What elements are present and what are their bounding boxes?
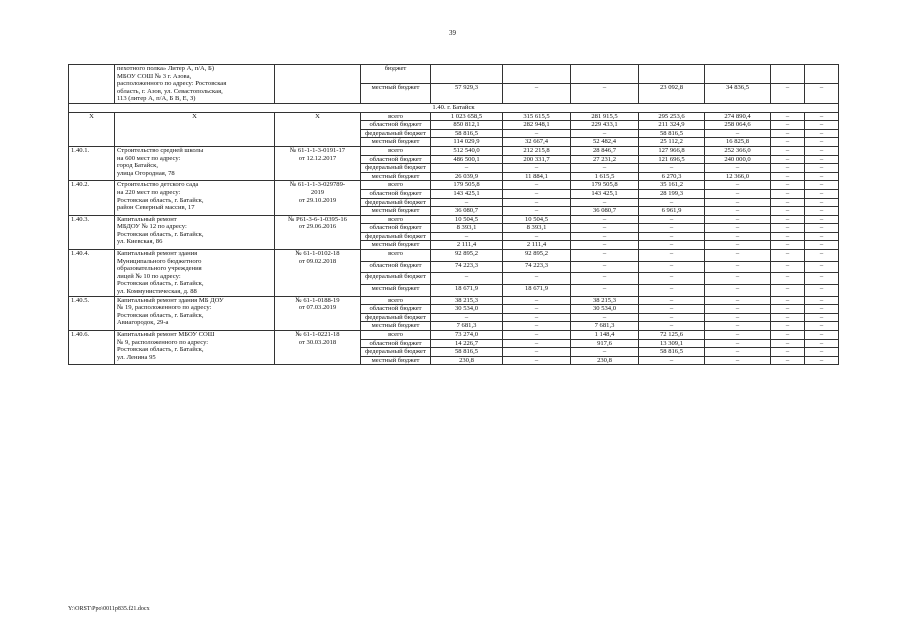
- table-row: [69, 250, 839, 262]
- value-cell: 6 961,9: [639, 207, 705, 216]
- value-cell: 179 505,8: [431, 181, 503, 190]
- value-cell: –: [805, 322, 839, 331]
- value-cell: –: [805, 356, 839, 365]
- table-row: [69, 181, 839, 190]
- budget-type-cell: всего: [361, 331, 431, 340]
- value-cell: 258 064,6: [705, 121, 771, 130]
- value-cell: –: [503, 348, 571, 357]
- value-cell: –: [571, 232, 639, 241]
- value-cell: –: [639, 232, 705, 241]
- value-cell: 32 667,4: [503, 138, 571, 147]
- value-cell: –: [639, 305, 705, 314]
- value-cell: –: [805, 305, 839, 314]
- budget-type-cell: областной бюджет: [361, 155, 431, 164]
- value-cell: 25 112,2: [639, 138, 705, 147]
- value-cell: [805, 65, 839, 84]
- budget-type-cell: местный бюджет: [361, 356, 431, 365]
- value-cell: 1 615,5: [571, 172, 639, 181]
- item-description-cell: Капитальный ремонт здания Муниципального бюджетного образовательного учреждения лицей № 10 по адресу: Ростовская область, г. Батайск, ул. Коммунистическая, д. 88: [115, 250, 275, 297]
- value-cell: –: [639, 215, 705, 224]
- value-cell: –: [705, 305, 771, 314]
- value-cell: –: [639, 241, 705, 250]
- value-cell: –: [705, 296, 771, 305]
- value-cell: –: [705, 250, 771, 262]
- value-cell: 73 274,0: [431, 331, 503, 340]
- budget-type-cell: федеральный бюджет: [361, 273, 431, 285]
- document-cell: № 61-1-0188-19 от 07.03.2019: [275, 296, 361, 330]
- budget-type-cell: областной бюджет: [361, 261, 431, 273]
- value-cell: –: [705, 207, 771, 216]
- value-cell: 58 816,5: [431, 129, 503, 138]
- value-cell: 295 253,6: [639, 112, 705, 121]
- value-cell: –: [503, 331, 571, 340]
- value-cell: 35 161,2: [639, 181, 705, 190]
- value-cell: –: [805, 284, 839, 296]
- value-cell: –: [805, 181, 839, 190]
- value-cell: –: [639, 284, 705, 296]
- value-cell: –: [431, 273, 503, 285]
- value-cell: 127 966,8: [639, 146, 705, 155]
- value-cell: 8 393,1: [503, 224, 571, 233]
- value-cell: –: [805, 155, 839, 164]
- value-cell: 57 929,3: [431, 84, 503, 103]
- budget-type-cell: местный бюджет: [361, 322, 431, 331]
- value-cell: –: [705, 215, 771, 224]
- value-cell: 486 500,1: [431, 155, 503, 164]
- value-cell: –: [571, 284, 639, 296]
- value-cell: –: [431, 198, 503, 207]
- item-number-cell: 1.40.3.: [69, 215, 115, 249]
- value-cell: –: [639, 273, 705, 285]
- table-row: [69, 215, 839, 224]
- value-cell: 74 223,3: [431, 261, 503, 273]
- table-row: [69, 296, 839, 305]
- budget-type-cell: областной бюджет: [361, 121, 431, 130]
- value-cell: –: [503, 189, 571, 198]
- value-cell: –: [571, 215, 639, 224]
- budget-type-cell: федеральный бюджет: [361, 198, 431, 207]
- value-cell: 143 425,1: [431, 189, 503, 198]
- budget-type-cell: федеральный бюджет: [361, 348, 431, 357]
- budget-type-cell: всего: [361, 146, 431, 155]
- value-cell: 850 812,1: [431, 121, 503, 130]
- value-cell: –: [805, 146, 839, 155]
- value-cell: 92 895,2: [503, 250, 571, 262]
- value-cell: –: [705, 198, 771, 207]
- value-cell: –: [705, 273, 771, 285]
- value-cell: –: [639, 356, 705, 365]
- value-cell: –: [705, 339, 771, 348]
- value-cell: 27 231,2: [571, 155, 639, 164]
- budget-type-cell: местный бюджет: [361, 284, 431, 296]
- budget-type-cell: федеральный бюджет: [361, 129, 431, 138]
- value-cell: –: [805, 112, 839, 121]
- page-number: 39: [449, 29, 456, 37]
- value-cell: –: [639, 198, 705, 207]
- value-cell: –: [771, 261, 805, 273]
- value-cell: –: [771, 155, 805, 164]
- table-row: [69, 65, 839, 84]
- value-cell: 179 505,8: [571, 181, 639, 190]
- value-cell: 211 324,9: [639, 121, 705, 130]
- item-description-cell: Капитальный ремонт МБДОУ № 12 по адресу: Ростовская область, г. Батайск, ул. Киевская, 86: [115, 215, 275, 249]
- value-cell: 34 836,5: [705, 84, 771, 103]
- value-cell: –: [503, 129, 571, 138]
- value-cell: –: [771, 84, 805, 103]
- value-cell: –: [639, 164, 705, 173]
- value-cell: –: [771, 172, 805, 181]
- value-cell: –: [705, 322, 771, 331]
- value-cell: –: [805, 84, 839, 103]
- footer-path: Y:\ORST\Ppo\0011p835.f21.docx: [68, 606, 150, 612]
- value-cell: –: [771, 241, 805, 250]
- value-cell: [705, 65, 771, 84]
- value-cell: –: [705, 164, 771, 173]
- value-cell: –: [805, 207, 839, 216]
- value-cell: –: [571, 250, 639, 262]
- document-cell: № 61-1-1-3-0191-17 от 12.12.2017: [275, 146, 361, 180]
- value-cell: –: [571, 273, 639, 285]
- value-cell: –: [705, 356, 771, 365]
- value-cell: –: [771, 356, 805, 365]
- value-cell: 28 846,7: [571, 146, 639, 155]
- budget-type-cell: областной бюджет: [361, 224, 431, 233]
- value-cell: –: [805, 331, 839, 340]
- value-cell: –: [771, 112, 805, 121]
- value-cell: 229 433,1: [571, 121, 639, 130]
- budget-type-cell: областной бюджет: [361, 305, 431, 314]
- value-cell: –: [805, 215, 839, 224]
- table-row: [69, 146, 839, 155]
- value-cell: 13 309,1: [639, 339, 705, 348]
- table-row: [69, 112, 839, 121]
- value-cell: 74 223,3: [503, 261, 571, 273]
- value-cell: 230,8: [431, 356, 503, 365]
- value-cell: 230,8: [571, 356, 639, 365]
- value-cell: 7 681,3: [571, 322, 639, 331]
- value-cell: –: [805, 250, 839, 262]
- item-description-cell: пехотного полка» Литер А, п/А, Б) МБОУ СОШ № 3 г. Азова, расположенного по адресу: Ростовская область, г. Азов, ул. Севастопольская, 113 (литер А, п/А, Б В, Е, З): [115, 65, 275, 104]
- value-cell: –: [639, 224, 705, 233]
- value-cell: 26 039,9: [431, 172, 503, 181]
- value-cell: –: [805, 313, 839, 322]
- section-row: [69, 103, 839, 112]
- budget-type-cell: федеральный бюджет: [361, 164, 431, 173]
- value-cell: 512 540,0: [431, 146, 503, 155]
- value-cell: –: [639, 322, 705, 331]
- budget-type-cell: федеральный бюджет: [361, 313, 431, 322]
- value-cell: 52 482,4: [571, 138, 639, 147]
- value-cell: –: [705, 241, 771, 250]
- value-cell: –: [771, 146, 805, 155]
- value-cell: 18 671,9: [431, 284, 503, 296]
- value-cell: –: [805, 129, 839, 138]
- value-cell: 36 080,7: [571, 207, 639, 216]
- value-cell: –: [771, 224, 805, 233]
- value-cell: –: [639, 313, 705, 322]
- value-cell: –: [705, 224, 771, 233]
- value-cell: 10 504,5: [503, 215, 571, 224]
- value-cell: –: [771, 331, 805, 340]
- value-cell: 274 890,4: [705, 112, 771, 121]
- value-cell: 114 029,9: [431, 138, 503, 147]
- value-cell: –: [771, 215, 805, 224]
- document-cell: Х: [275, 112, 361, 146]
- budget-type-cell: областной бюджет: [361, 339, 431, 348]
- value-cell: –: [805, 198, 839, 207]
- value-cell: –: [771, 198, 805, 207]
- budget-type-cell: всего: [361, 112, 431, 121]
- value-cell: –: [431, 232, 503, 241]
- value-cell: –: [771, 181, 805, 190]
- value-cell: –: [503, 232, 571, 241]
- document-cell: № 61-1-1-3-029789- 2019 от 29.10.2019: [275, 181, 361, 215]
- value-cell: 315 615,5: [503, 112, 571, 121]
- value-cell: –: [805, 296, 839, 305]
- value-cell: –: [705, 331, 771, 340]
- value-cell: –: [805, 261, 839, 273]
- value-cell: 36 080,7: [431, 207, 503, 216]
- value-cell: 23 092,8: [639, 84, 705, 103]
- value-cell: –: [805, 164, 839, 173]
- value-cell: –: [805, 224, 839, 233]
- value-cell: –: [771, 273, 805, 285]
- budget-type-cell: областной бюджет: [361, 189, 431, 198]
- budget-type-cell: местный бюджет: [361, 84, 431, 103]
- value-cell: [431, 65, 503, 84]
- item-number-cell: 1.40.5.: [69, 296, 115, 330]
- value-cell: 282 948,1: [503, 121, 571, 130]
- budget-type-cell: всего: [361, 181, 431, 190]
- value-cell: –: [571, 198, 639, 207]
- value-cell: 30 534,0: [571, 305, 639, 314]
- value-cell: –: [431, 313, 503, 322]
- value-cell: –: [503, 181, 571, 190]
- value-cell: –: [705, 129, 771, 138]
- value-cell: –: [571, 241, 639, 250]
- budget-type-cell: местный бюджет: [361, 207, 431, 216]
- value-cell: 917,6: [571, 339, 639, 348]
- table-row: [69, 331, 839, 340]
- value-cell: 8 393,1: [431, 224, 503, 233]
- item-number-cell: [69, 65, 115, 104]
- item-description-cell: Строительство средней школы на 600 мест по адресу: город Батайск, улица Огородная, 78: [115, 146, 275, 180]
- value-cell: 10 504,5: [431, 215, 503, 224]
- value-cell: 143 425,1: [571, 189, 639, 198]
- value-cell: –: [503, 84, 571, 103]
- budget-type-cell: всего: [361, 215, 431, 224]
- value-cell: –: [705, 284, 771, 296]
- item-description-cell: Строительство детского сада на 220 мест по адресу: Ростовская область, г. Батайск, район Северный массив, 17: [115, 181, 275, 215]
- value-cell: –: [771, 296, 805, 305]
- value-cell: –: [571, 261, 639, 273]
- value-cell: –: [771, 305, 805, 314]
- budget-type-cell: местный бюджет: [361, 138, 431, 147]
- value-cell: –: [771, 348, 805, 357]
- budget-type-cell: местный бюджет: [361, 172, 431, 181]
- item-number-cell: 1.40.1.: [69, 146, 115, 180]
- value-cell: –: [503, 313, 571, 322]
- value-cell: 2 111,4: [503, 241, 571, 250]
- budget-type-cell: бюджет: [361, 65, 431, 84]
- budget-type-cell: федеральный бюджет: [361, 232, 431, 241]
- value-cell: –: [771, 138, 805, 147]
- value-cell: 6 270,3: [639, 172, 705, 181]
- value-cell: –: [639, 250, 705, 262]
- value-cell: –: [805, 339, 839, 348]
- value-cell: 58 816,5: [639, 348, 705, 357]
- value-cell: –: [771, 322, 805, 331]
- item-description-cell: Капитальный ремонт здания МБ ДОУ № 19, расположенного по адресу: Ростовская область, г. Батайск, Авиагородок, 29-а: [115, 296, 275, 330]
- value-cell: –: [503, 207, 571, 216]
- value-cell: 58 816,5: [639, 129, 705, 138]
- value-cell: –: [805, 241, 839, 250]
- value-cell: [571, 65, 639, 84]
- document-cell: № 61-1-0102-18 от 09.02.2018: [275, 250, 361, 297]
- value-cell: –: [705, 313, 771, 322]
- value-cell: –: [805, 138, 839, 147]
- value-cell: –: [639, 296, 705, 305]
- value-cell: –: [771, 250, 805, 262]
- value-cell: 92 895,2: [431, 250, 503, 262]
- value-cell: 28 199,3: [639, 189, 705, 198]
- item-number-cell: Х: [69, 112, 115, 146]
- value-cell: 252 366,0: [705, 146, 771, 155]
- item-description-cell: Х: [115, 112, 275, 146]
- value-cell: –: [771, 129, 805, 138]
- value-cell: [503, 65, 571, 84]
- value-cell: –: [571, 129, 639, 138]
- table-body: [69, 65, 839, 365]
- value-cell: –: [805, 121, 839, 130]
- value-cell: –: [503, 198, 571, 207]
- document-cell: № 61-1-0221-18 от 30.03.2018: [275, 331, 361, 365]
- section-title: 1.40. г. Батайск: [69, 103, 839, 112]
- item-description-cell: Капитальный ремонт МБОУ СОШ № 9, расположенного по адресу: Ростовская область, г. Батайск, ул. Ленина 95: [115, 331, 275, 365]
- value-cell: 14 226,7: [431, 339, 503, 348]
- value-cell: –: [771, 164, 805, 173]
- value-cell: –: [503, 273, 571, 285]
- value-cell: –: [571, 348, 639, 357]
- value-cell: –: [771, 232, 805, 241]
- value-cell: –: [503, 296, 571, 305]
- item-number-cell: 1.40.6.: [69, 331, 115, 365]
- value-cell: 200 331,7: [503, 155, 571, 164]
- value-cell: –: [705, 181, 771, 190]
- document-cell: № Р61-3-6-1-0395-16 от 29.06.2016: [275, 215, 361, 249]
- value-cell: –: [503, 322, 571, 331]
- value-cell: –: [503, 356, 571, 365]
- value-cell: 2 111,4: [431, 241, 503, 250]
- value-cell: –: [771, 339, 805, 348]
- value-cell: 16 825,8: [705, 138, 771, 147]
- value-cell: –: [639, 261, 705, 273]
- value-cell: –: [705, 189, 771, 198]
- value-cell: –: [705, 261, 771, 273]
- value-cell: –: [705, 232, 771, 241]
- value-cell: –: [771, 207, 805, 216]
- value-cell: –: [571, 313, 639, 322]
- value-cell: –: [771, 284, 805, 296]
- value-cell: –: [805, 172, 839, 181]
- value-cell: 11 884,1: [503, 172, 571, 181]
- value-cell: –: [503, 339, 571, 348]
- value-cell: [771, 65, 805, 84]
- value-cell: 30 534,0: [431, 305, 503, 314]
- budget-type-cell: всего: [361, 250, 431, 262]
- value-cell: [639, 65, 705, 84]
- value-cell: 38 215,3: [571, 296, 639, 305]
- value-cell: –: [503, 164, 571, 173]
- value-cell: –: [771, 313, 805, 322]
- value-cell: –: [571, 224, 639, 233]
- value-cell: –: [571, 84, 639, 103]
- value-cell: 38 215,3: [431, 296, 503, 305]
- item-number-cell: 1.40.2.: [69, 181, 115, 215]
- value-cell: 240 000,0: [705, 155, 771, 164]
- budget-type-cell: местный бюджет: [361, 241, 431, 250]
- value-cell: 58 816,5: [431, 348, 503, 357]
- value-cell: 212 215,8: [503, 146, 571, 155]
- value-cell: 1 023 658,5: [431, 112, 503, 121]
- value-cell: –: [805, 232, 839, 241]
- value-cell: –: [771, 121, 805, 130]
- value-cell: 72 125,6: [639, 331, 705, 340]
- value-cell: –: [503, 305, 571, 314]
- value-cell: 121 696,5: [639, 155, 705, 164]
- value-cell: –: [805, 189, 839, 198]
- budget-type-cell: всего: [361, 296, 431, 305]
- value-cell: 18 671,9: [503, 284, 571, 296]
- value-cell: –: [771, 189, 805, 198]
- value-cell: 7 681,3: [431, 322, 503, 331]
- value-cell: –: [705, 348, 771, 357]
- value-cell: –: [571, 164, 639, 173]
- budget-table: [68, 64, 839, 365]
- value-cell: –: [805, 273, 839, 285]
- document-cell: [275, 65, 361, 104]
- value-cell: 12 366,0: [705, 172, 771, 181]
- value-cell: –: [805, 348, 839, 357]
- value-cell: 281 915,5: [571, 112, 639, 121]
- value-cell: –: [431, 164, 503, 173]
- value-cell: 1 148,4: [571, 331, 639, 340]
- item-number-cell: 1.40.4.: [69, 250, 115, 297]
